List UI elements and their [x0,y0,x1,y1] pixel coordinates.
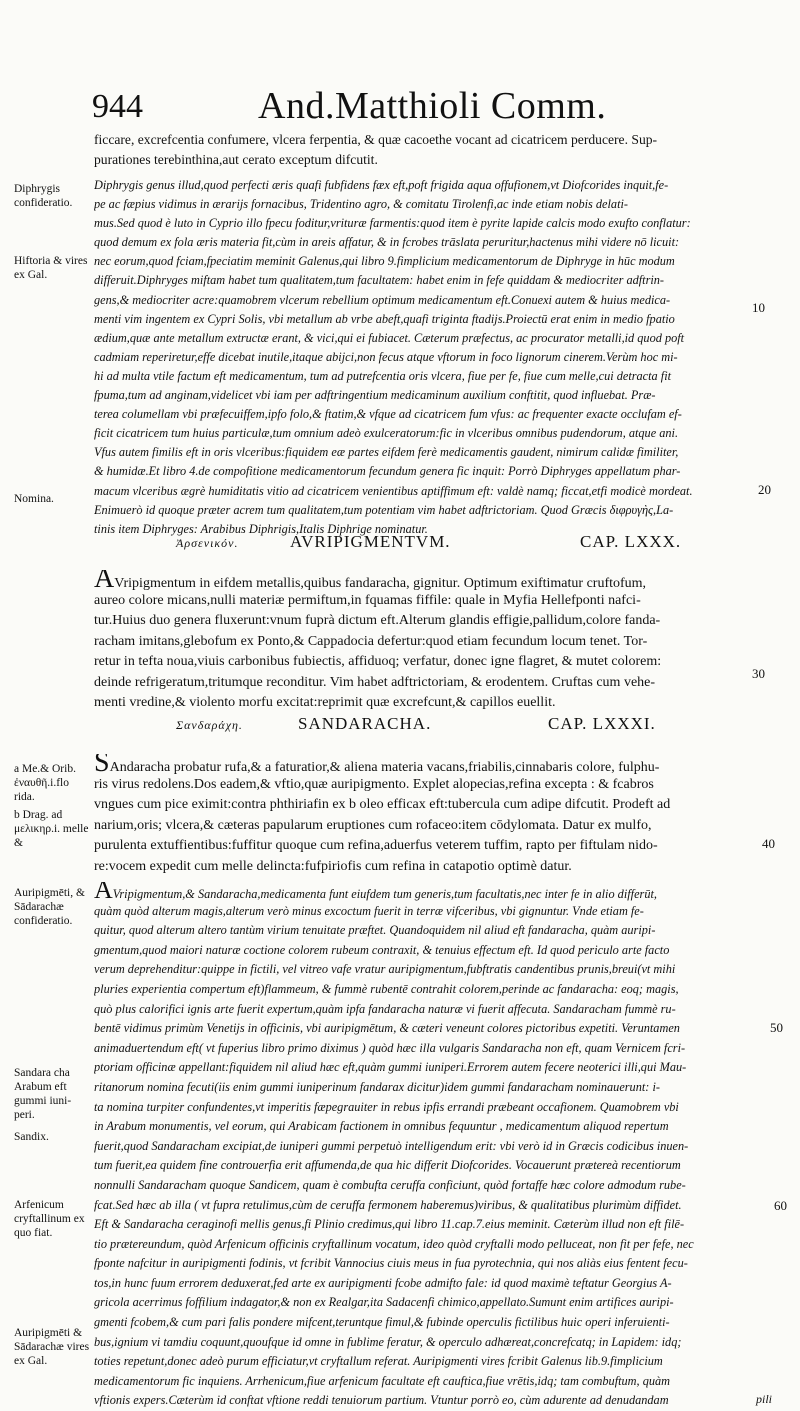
text-line: fpuma,tum ad anginam,videlicet vbi iam per adftringentium medicaminum auxilium conftitit, quod influebat. Præ- [94,388,656,403]
text-line: differuit.Diphryges miftam habet tum qualitatem,tum facultatem: habet enim in fefe quiddam & mediocriter adftrin- [94,273,665,288]
text-line: Eft & Sandaracha ceraginofi mellis genus,fi Plinio credimus,qui libro 11.cap.7.eius meminit. Cæterùm illud non eft filē- [94,1217,685,1232]
text-line: retur in tefta noua,viuis carbonibus fubiectis, affiduoq; verfatur, donec igne flagret, & mutet colorem: [94,654,662,669]
text-line: aureo colore micans,nulli materiæ permiftum,in fquamas fiffile: quale in Myfia Hellefponti nafci- [94,592,641,608]
text-line: tinis item Diphryges: Arabibus Diphrigis,Italis Diphrige nominatur. [94,521,428,536]
text-line: vftionis expers.Cæterùm id conftat vftione reddi tenuiorum partium. Vtuntur porrò eo, cùm adurente ad denudandam [94,1393,669,1408]
text-line: menti vredine,& violento morfu excitat:reprimit quæ excrefcunt,& capillos euellit. [94,695,556,710]
text-line: gmenti fcobem,& cum pari falis pondere mifcent,teruntque fimul,& fubinde operculis fictilibus huic operi inferuienti- [94,1315,670,1330]
margin-note: Nomina. [14,493,54,505]
line-number: 50 [770,1020,783,1035]
text-line: deinde refrigeratum,tritumque reconditur. Vim habet adftrictoriam, & erodentem. Cruftas cum vehe- [94,674,656,690]
line-number: 30 [752,666,765,681]
text-line: toties repetunt,donec adeò purum efficiatur,vt cryftallum referat. Auripigmenti vires fcribit Galenus lib.9.fimplicium [94,1354,663,1369]
line-number: 60 [774,1198,787,1213]
text-line: Diphrygis genus illud,quod perfecti æris quafi fubfidens fæx eft,poft frigida aqua offufionem,vt Diofcorides inquit,fe- [94,178,669,192]
text-line: narium,oris; vlcera,& cæteras papularum eruptiones cum rofaceo:item cōdylomata. Datur ex mulfo, [94,817,652,833]
text-line: quod demum ex fola æris materia fit,cùm in areis affatur, & in fcrobes trāslata peruritur,hactenus mihi videre nō licuit: [94,235,680,250]
chapter-number: CAP. LXXXI. [548,714,656,733]
greek-name: Ἀρσενικόν. [176,536,239,550]
text-line: macum vlceribus ægrè humiditatis vitio ad cicatricem venientibus aptiffimum eft: valdè namq; ficcat,etfi modicè mordeat. [94,483,693,498]
text-line: tur.Huius duo genera fluxerunt:vnum fuprà dictum eft.Alterum glandis effigie,pallidum,colore fanda- [94,613,661,628]
text-line: verum deprehenditur:quippe in fictili, vel vitreo vafe vratur auripigmentum,fubftratis candentibus prunis,breui(vt mihi [94,962,676,977]
text-block-4 [94,754,770,877]
text-line: bentē vidimus primùm Venetijs in officinis, vbi auripigmētum, & cæteri veneunt colores pictoribus expetiti. Veruntamen [94,1021,680,1036]
text-line: & humidæ.Et libro 4.de compofitione medicamentorum fecundum genera fic inquit: Porrò Diphryges appellatum phar- [94,464,681,479]
text-line: pe ac fæpius vidimus in ærarijs fornacibus, Tridentino agro, & comitatu Tirolenfi,ac inde etiam nobis delati- [94,197,629,212]
text-line: gens,& mediocriter acre:quamobrem vlcerum rebellium optimum medicamentum eft.Conuexi autem & huius medica- [94,292,671,307]
catchword: pili [755,1392,772,1406]
text-line: tum fuerit,ea quidem fine controuerfia erit affumenda,de qua hic differit Diofcorides. Vocauerunt prætereà recentiorum [94,1158,681,1173]
margin-note: Auripigmēti, & Sādarachæ confideratio. [14,887,85,927]
margin-note: Hiftoria & vires ex Gal. [14,255,88,281]
margin-note: a Me.& Orib. ἐναυθῆ.i.flo rida. [14,763,76,803]
greek-name: Σανδαράχη. [176,718,243,732]
text-line: terea columellam vbi præfecuiffem,ipfo folo,& ftatim,& vfque ad cicatricem fum vfus: ac frequenter exacte occlufam ef- [94,407,682,422]
text-line: fponte nafcitur in auripigmenti fodinis, vt fcribit Vannocius ciuis meus in fua pyrotechnia, qui nos aliàs eius fentent fecu- [94,1256,688,1271]
text-line: tos,in hunc fuum errorem deduxerat,fed arte ex auripigmenti fcobe admifto fale: id quod maximè teftatur Georgius A- [94,1275,672,1290]
chapter-title: SANDARACHA. [298,714,432,733]
margin-note: Sandix. [14,1131,49,1143]
page-number: 944 [92,88,143,125]
text-line: animaduertendum eft( vt fuperius libro primo diximus ) quòd hæc illa vulgaris Sandaracha non eft, quam Vernicem fcri- [94,1040,686,1055]
text-line: medicamentorum fic inquiens. Arrhenicum,fiue arfenicum facultate eft cauftica,fiue vrētis,idq; tam combuftum, quàm [94,1373,671,1388]
text-line: gricola acerrimus foffilium indagator,& non ex Realgar,ita Sadacenfi chimico,appellato.Sumunt enim artifices auripi- [94,1295,674,1310]
text-line: tio prætereundum, quòd Arfenicum officinis cryftallinum vocatum, ideo quòd cryftalli modo pelluceat, non fit per fefe, nec [94,1236,694,1251]
text-block-3 [94,570,770,714]
text-line: mus.Sed quod è luto in Cyprio illo fpecu foditur,vrituræ farmentis:quod item è pyrite lapide calcis modo exufto conflatur: [94,216,691,231]
text-line: racham imitans,glebofum ex Ponto,& Cappadocia defertur:quod etiam fecundum locum tenet. Tor- [94,633,648,649]
text-line: purationes terebinthina,aut cerato exceptum difcutit. [94,152,378,168]
text-line: nonnulli Sandaracham quoque Sandicem, quam è combufta ceruffa conficiunt, quòd fortaffe hæc colore admodum rube- [94,1177,686,1192]
text-line: quitur, quod alterum altero tantùm virium tenuitate præftet. Quandoquidem nil aliud eft fandaracha, quàm auripi- [94,923,656,938]
text-line: Vfus autem fimilis eft in oris vlceribus:fiquidem eæ partes eifdem ferè medicamentis gaudent, nimirum calidæ fimiliter, [94,445,679,460]
text-line: Enimuerò id quoque præter acrem tum qualitatem,tum potentiam vim habet adftrictoriam. Quod Græcis διφρυγὴς,La- [94,502,674,517]
margin-note: b Drag. ad μελικηρ.i. melle & [14,809,89,849]
text-line: AVripigmentum in eifdem metallis,quibus fandaracha, gignitur. Optimum exiftimatur cruftofum, [94,570,647,594]
text-line: vngues cum pice eximit:contra phthiriafin ex b oleo efficax eft:tubercula cum adipe difcutit. Prodeft ad [94,797,671,812]
text-line: purulenta extuffientibus:fuffitur quoque cum refina,aduerfus veterem tuffim, rapto per fiftulam nido- [94,838,658,853]
margin-note: Arfenicum cryftallinum ex quo fiat. [14,1199,85,1239]
text-line: ficcare, excrefcentia confumere, vlcera ferpentia, & quæ cacoethe vocant ad cicatricem perducere. Sup- [94,132,658,147]
text-line: ta nomina turpiter confundentes,vt imperitis fæpegrauiter in rebus ipfis errandi præbeant occafionem. Quamobrem vbi [94,1099,679,1114]
text-block-2 [94,176,770,539]
text-line: cadmiam reperiretur,effe dicebat inutile,itaque abijci,non fecus atque vftorum in foco lignorum cinerem.Verùm hoc mi- [94,349,678,364]
text-line: AVripigmentum,& Sandaracha,medicamenta funt eiufdem tum generis,tum facultatis,nec inter fe in alio differūt, [94,882,657,904]
text-line: pluries experientia compertum eft)flammeum, & fummè rubentē contrahit colorem,perinde ac fandaracha: eoq; magis, [94,981,679,996]
text-line: hi ad multa vtile factum eft medicamentum, tum ad putrefcentia oris vlcera, fiue per fe, fiue cum melle,cui detracta fit [94,368,672,383]
text-line: quò plus calorifici ignis arte fuerit expertum,quàm ipfa fandaracha naturæ vi fuerit affecuta. Sandaracham fummè ru- [94,1001,676,1016]
chapter-number: CAP. LXXX. [580,532,682,551]
text-block-5 [94,882,770,1411]
text-line: re:vocem expedit cum melle delincta:fufpiriofis cum refina in catapotio optimè datur. [94,858,572,874]
text-line: bus,ignium vi tamdiu coquunt,quoufque id omne in fublime feratur, & operculo adhæreat,concrefcatq; in Lapidem: idq; [94,1334,682,1349]
line-number: 40 [762,836,775,851]
chapter-title: AVRIPIGMENTVM. [290,532,451,551]
text-block-1 [94,130,770,171]
running-head: And.Matthioli Comm. [258,85,607,127]
text-line: menti vim ingentem ex Cypri Solis, vbi metallum ab vrbe abeft,quafi triginta ftadijs.Proiectū erat enim in medio fpatio [94,311,675,326]
text-line: ficit cicatricem tum huius particulæ,tum omnium adeò exulceratorum:fic in vlceribus omnibus pudendorum, atque ani. [94,426,679,441]
text-line: gmentum,quod maiori naturæ coctione colorem rubeum contraxit, & tenuius effectum eft. Id quod periculo arte facto [94,942,670,957]
text-line: ædium,quæ ante metallum extructæ erant, & vici,qui ei fubiacet. Cæterum præfectus, ac procurator metalli,id quod poft [94,330,685,345]
text-line: ritanorum nomina fecuti(iis enim gummi iuniperinum fandarax dicitur)idem gummi fandaracham nominauerunt: i- [94,1079,660,1094]
text-line: ris virus redolens.Dos eadem,& vftio,quæ auripigmento. Explet alopecias,refina excepta : & fcabros [94,776,654,792]
text-line: quàm quòd alterum magis,alterum verò minus excoctum fuerit in terræ vifceribus, vbi gignuntur. Vnde etiam fe- [94,903,644,918]
text-line: SAndaracha probatur rufa,& a faturatior,& aliena materia vacans,friabilis,cinnabaris colore, fulphu- [94,754,660,778]
line-number: 20 [758,482,771,497]
line-number: 10 [752,300,765,315]
text-line: in Arabum monumentis, vel eorum, qui Arabicam factionem in omnibus fequuntur , medicamentum aliquod repertum [94,1119,669,1134]
text-line: fcat.Sed hæc ab illa ( vt fupra retulimus,cùm de ceruffa fermonem haberemus)viribus, & qualitatibus plurimùm diffidet. [94,1197,682,1212]
text-line: nec eorum,quod fciam,fpeciatim meminit Galenus,qui libro 9.fimplicium medicamentorum de Diphryge in hūc modum [94,254,675,269]
text-line: ptoriam officinæ appellant:fiquidem nil aliud hæc eft,quàm gummi iuniperi.Errorem autem fecere neoterici illi,qui Mau- [94,1060,687,1075]
margin-note: Sandara cha Arabum eft gummi iuni- peri. [14,1067,72,1121]
margin-note: Auripigmēti & Sādarachæ vires ex Gal. [14,1327,90,1367]
margin-note: Diphrygis confideratio. [14,183,73,209]
text-line: fuerit,quod Sandaracham excipiat,de iuniperi gummi perpetuò intelligendum erit: vbi verò id in Græcis codicibus inuen- [94,1138,689,1153]
